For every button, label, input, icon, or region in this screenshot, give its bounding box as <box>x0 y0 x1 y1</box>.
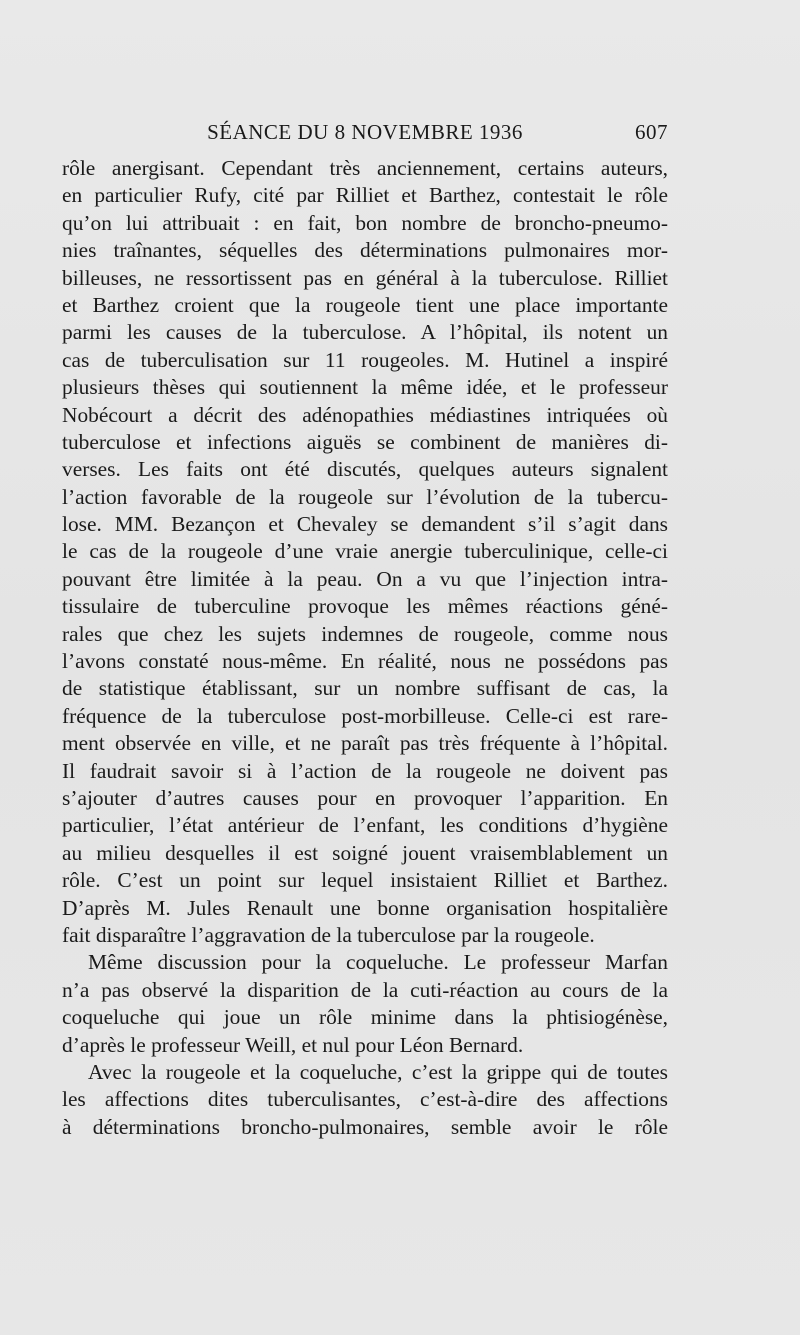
text-line: billeuses, ne ressortissent pas en général à la tuberculose. Rilliet <box>62 265 668 290</box>
text-line: plusieurs thèses qui soutiennent la même idée, et le professeur <box>62 375 668 400</box>
text-line: s’ajouter d’autres causes pour en provoquer l’apparition. En <box>62 785 668 810</box>
text-line: l’avons constaté nous-même. En réalité, nous ne possédons pas <box>62 649 668 674</box>
text-line: les affections dites tuberculisantes, c’est-à-dire des affections <box>62 1087 668 1112</box>
text-line: pouvant être limitée à la peau. On a vu que l’injection intra- <box>62 566 668 591</box>
paragraph-grippe <box>62 1059 668 1141</box>
text-line: le cas de la rougeole d’une vraie anergie tuberculinique, celle-ci <box>62 539 668 564</box>
text-line: fait disparaître l’aggravation de la tuberculose par la rougeole. <box>62 922 595 947</box>
text-line: de statistique établissant, sur un nombre suffisant de cas, la <box>62 676 668 701</box>
text-line: rales que chez les sujets indemnes de rougeole, comme nous <box>62 621 668 646</box>
text-line: Il faudrait savoir si à l’action de la rougeole ne doivent pas <box>62 758 668 783</box>
text-line: fréquence de la tuberculose post-morbilleuse. Celle-ci est rare- <box>62 703 668 728</box>
text-line: Avec la rougeole et la coqueluche, c’est la grippe qui de toutes <box>88 1059 668 1084</box>
text-line: au milieu desquelles il est soigné jouent vraisemblablement un <box>62 840 668 865</box>
running-title: SÉANCE DU 8 NOVEMBRE 1936 <box>207 120 523 144</box>
text-line: verses. Les faits ont été discutés, quelques auteurs signalent <box>62 457 668 482</box>
text-line: d’après le professeur Weill, et nul pour Léon Bernard. <box>62 1032 524 1057</box>
text-line: en particulier Rufy, cité par Rilliet et Barthez, contestait le rôle <box>62 183 668 208</box>
text-line: l’action favorable de la rougeole sur l’évolution de la tubercu- <box>62 484 668 509</box>
text-line: à déterminations broncho-pulmonaires, semble avoir le rôle <box>62 1114 668 1139</box>
running-header <box>62 120 668 148</box>
text-line: D’après M. Jules Renault une bonne organisation hospitalière <box>62 895 668 920</box>
body-text <box>62 155 668 1141</box>
text-line: tuberculose et infections aiguës se combinent de manières di- <box>62 429 668 454</box>
text-line: qu’on lui attribuait : en fait, bon nombre de broncho-pneumo- <box>62 210 668 235</box>
text-line: tissulaire de tuberculine provoque les mêmes réactions géné- <box>62 594 668 619</box>
page-number: 607 <box>635 120 668 144</box>
paragraph-rougeole <box>62 155 668 949</box>
text-line: lose. MM. Bezançon et Chevaley se demandent s’il s’agit dans <box>62 512 668 537</box>
text-line: Nobécourt a décrit des adénopathies médiastines intriquées où <box>62 402 668 427</box>
text-line: et Barthez croient que la rougeole tient une place importante <box>62 292 668 317</box>
paragraph-coqueluche <box>62 949 668 1059</box>
text-line: nies traînantes, séquelles des déterminations pulmonaires mor- <box>62 238 668 263</box>
text-line: cas de tuberculisation sur 11 rougeoles. M. Hutinel a inspiré <box>62 347 668 372</box>
text-line: n’a pas observé la disparition de la cuti-réaction au cours de la <box>62 977 668 1002</box>
text-line: coqueluche qui joue un rôle minime dans la phtisiogénèse, <box>62 1005 668 1030</box>
text-line: Même discussion pour la coqueluche. Le professeur Marfan <box>88 950 668 975</box>
text-line: parmi les causes de la tuberculose. A l’hôpital, ils notent un <box>62 320 668 345</box>
text-line: ment observée en ville, et ne paraît pas très fréquente à l’hôpital. <box>62 731 668 756</box>
text-line: rôle anergisant. Cependant très anciennement, certains auteurs, <box>62 156 668 180</box>
text-line: rôle. C’est un point sur lequel insistaient Rilliet et Barthez. <box>62 868 668 893</box>
text-line: particulier, l’état antérieur de l’enfant, les conditions d’hygiène <box>62 813 668 838</box>
